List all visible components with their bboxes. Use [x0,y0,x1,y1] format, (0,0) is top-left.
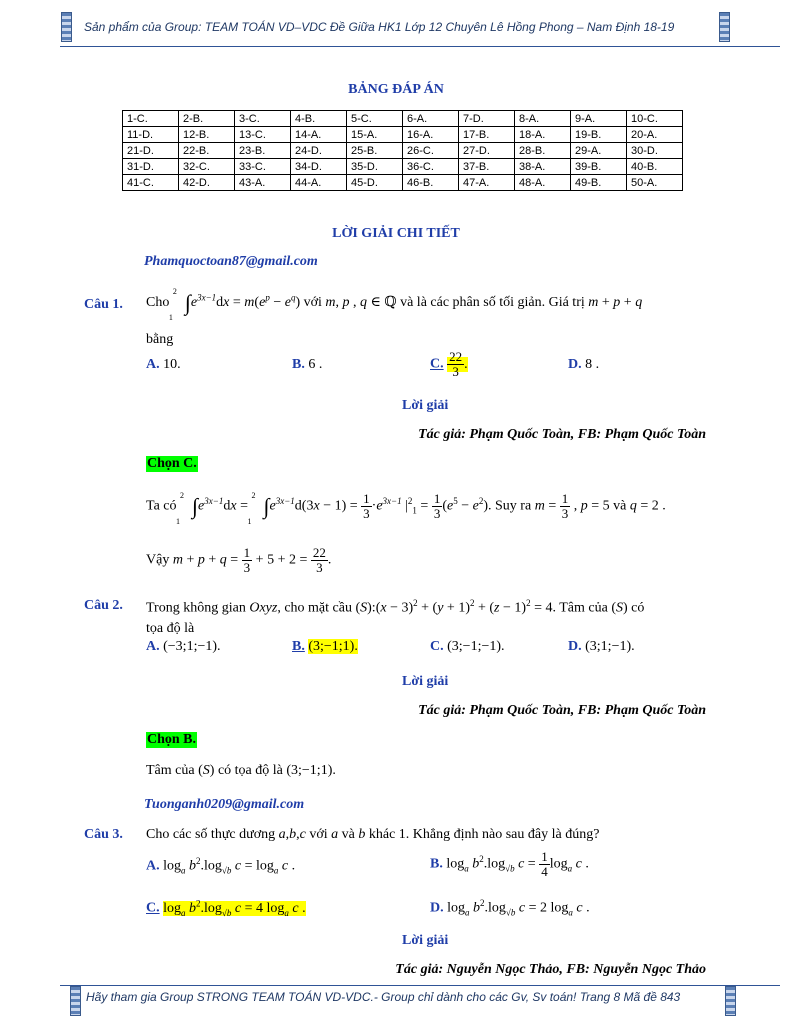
question-2-label: Câu 2. [84,598,123,613]
question-1-text: Cho 2 1 $\int e^{3x-1}dx = m(e^p - e^q)$ với m, p , q ∈ ℚ và là các phân số tối giản. Giá trị m + p + q [146,287,643,322]
answer-key-cell: 11-D. [123,127,179,143]
answer-key-cell: 38-A. [515,159,571,175]
answer-key-cell: 37-B. [459,159,515,175]
answer-key-cell: 8-A. [515,111,571,127]
footer-left-logo-icon [70,986,81,1016]
q2-option-a: A. (−3;1;−1). [146,639,221,654]
answer-key-cell: 50-A. [627,175,683,191]
answer-key-cell: 29-A. [571,143,627,159]
answer-key-cell: 25-B. [347,143,403,159]
question-3-label: Câu 3. [84,827,123,842]
answer-key-cell: 47-A. [459,175,515,191]
header-left-logo-icon [61,12,72,42]
answer-key-cell: 30-D. [627,143,683,159]
answer-key-cell: 15-A. [347,127,403,143]
answer-key-cell: 18-A. [515,127,571,143]
header-right-logo-icon [719,12,730,42]
detail-title: LỜI GIẢI CHI TIẾT [332,226,460,241]
q2-answer-line: Tâm của (S) có tọa độ là (3;−1;1). [146,763,336,778]
answer-key-cell: 27-D. [459,143,515,159]
answer-key-cell: 23-B. [235,143,291,159]
q1-solution-line: Ta có 2 1 $\int e^{3x-1}dx$ = 2 1 $\int e^{3x-1}d(3x - 1)$ = $\frac{1}{3}$ $\cdot e^{3x-1}$ $|^2_1$ = $\frac{1}{3}$ $(e^5 - e^2)$. Suy ra m = $\frac{1}{3}$ , p = 5 và q = 2 . [146,490,666,526]
page-footer: Hãy tham gia Group STRONG TEAM TOÁN VD-VDC.- Group chỉ dành cho các Gv, Sv toán! Trang 8 Mã đề 843 [86,990,681,1004]
q2-option-d: D. (3;1;−1). [568,639,635,654]
question-1-label: Câu 1. [84,297,123,312]
answer-key-cell: 14-A. [291,127,347,143]
answer-key-cell: 12-B. [179,127,235,143]
answer-key-cell: 17-B. [459,127,515,143]
answer-key-cell: 2-B. [179,111,235,127]
q1-solution-heading: Lời giải [402,398,449,413]
footer-right-logo-icon [725,986,736,1016]
author-email-2: Tuonganh0209@gmail.com [144,797,305,812]
answer-key-cell: 10-C. [627,111,683,127]
question-2-text: Trong không gian Oxyz, cho mặt cầu (S):(x − $3)^2 + (y + 1)^2 + (z - 1)^2 = 4$. Tâm của (S) có [146,598,645,616]
answer-key-cell: 19-B. [571,127,627,143]
page-header: Sản phẩm của Group: TEAM TOÁN VD–VDC Đề Giữa HK1 Lớp 12 Chuyên Lê Hồng Phong – Nam Định 18-19 [84,20,675,34]
answer-key-cell: 5-C. [347,111,403,127]
answer-key-cell: 13-C. [235,127,291,143]
answer-key-cell: 48-A. [515,175,571,191]
answer-key-cell: 6-A. [403,111,459,127]
q3-solution-heading: Lời giải [402,933,449,948]
q2-chosen-answer: Chọn B. [147,732,197,747]
answer-key-cell: 9-A. [571,111,627,127]
q2-option-c: C. (3;−1;−1). [430,639,505,654]
q1-option-c: C. $\frac{22}{3}$ . [430,349,468,379]
answer-key-cell: 16-A. [403,127,459,143]
answer-key-cell: 32-C. [179,159,235,175]
question-2-text-end: tọa độ là [146,621,195,636]
answer-key-cell: 22-B. [179,143,235,159]
answer-key-cell: 45-D. [347,175,403,191]
answer-key-cell: 49-B. [571,175,627,191]
q1-option-b: B. 6 . [292,357,323,372]
q3-option-d: D. $\log_a b^2.\log_{√b}$ c = 2 $\log_a c$ . [430,898,590,918]
answer-key-cell: 33-C. [235,159,291,175]
footer-rule [60,985,780,986]
question-3-text: Cho các số thực dương a,b,c với a và b khác 1. Khẳng định nào sau đây là đúng? [146,827,600,842]
answer-key-cell: 26-C. [403,143,459,159]
answer-key-table [122,110,683,191]
answer-key-cell: 28-B. [515,143,571,159]
answer-key-row [123,143,683,159]
q3-author: Tác giả: Nguyễn Ngọc Thảo, FB: Nguyễn Ngọc Thảo [395,962,706,977]
answer-key-row [123,111,683,127]
answer-key-row [123,159,683,175]
answer-key-cell: 44-A. [291,175,347,191]
q2-author: Tác giả: Phạm Quốc Toàn, FB: Phạm Quốc Toàn [418,703,706,718]
question-1-text-end: bằng [146,332,174,347]
answer-key-cell: 42-D. [179,175,235,191]
answer-key-cell: 34-D. [291,159,347,175]
q1-chosen-answer: Chọn C. [147,456,197,471]
q1-author: Tác giả: Phạm Quốc Toàn, FB: Phạm Quốc Toàn [418,427,706,442]
answer-key-cell: 35-D. [347,159,403,175]
answer-key-row [123,127,683,143]
q3-option-b: B. $\log_a b^2.\log_{√b}$ c = $\frac{1}{4}$ $\log_a c$ . [430,849,589,879]
answer-key-cell: 24-D. [291,143,347,159]
q1-option-a: A. 10. [146,357,181,372]
q3-option-a: A. $\log_a b^2.\log_{√b}$ $c = \log_a c$ . [146,856,296,876]
q1-option-d: D. 8 . [568,357,600,372]
answer-key-cell: 31-D. [123,159,179,175]
answer-key-cell: 21-D. [123,143,179,159]
answer-key-cell: 7-D. [459,111,515,127]
answer-key-cell: 1-C. [123,111,179,127]
answer-key-title: BẢNG ĐÁP ÁN [348,82,444,97]
header-rule [60,46,780,47]
answer-key-cell: 4-B. [291,111,347,127]
answer-key-cell: 36-C. [403,159,459,175]
q2-solution-heading: Lời giải [402,674,449,689]
answer-key-cell: 43-A. [235,175,291,191]
q1-conclusion: Vậy m + p + q = $\frac{1}{3}$ + 5 + 2 = $\frac{22}{3}$ . [146,545,332,575]
q3-option-c: C. $\log_a b^2.\log_{√b}$ c = 4 $\log_a c$ . [146,898,306,918]
author-email-1: Phamquoctoan87@gmail.com [144,254,318,269]
q2-option-b: B. (3;−1;1). [292,639,358,654]
answer-key-cell: 3-C. [235,111,291,127]
answer-key-cell: 39-B. [571,159,627,175]
answer-key-cell: 40-B. [627,159,683,175]
answer-key-cell: 20-A. [627,127,683,143]
answer-key-cell: 41-C. [123,175,179,191]
answer-key-row [123,175,683,191]
answer-key-cell: 46-B. [403,175,459,191]
